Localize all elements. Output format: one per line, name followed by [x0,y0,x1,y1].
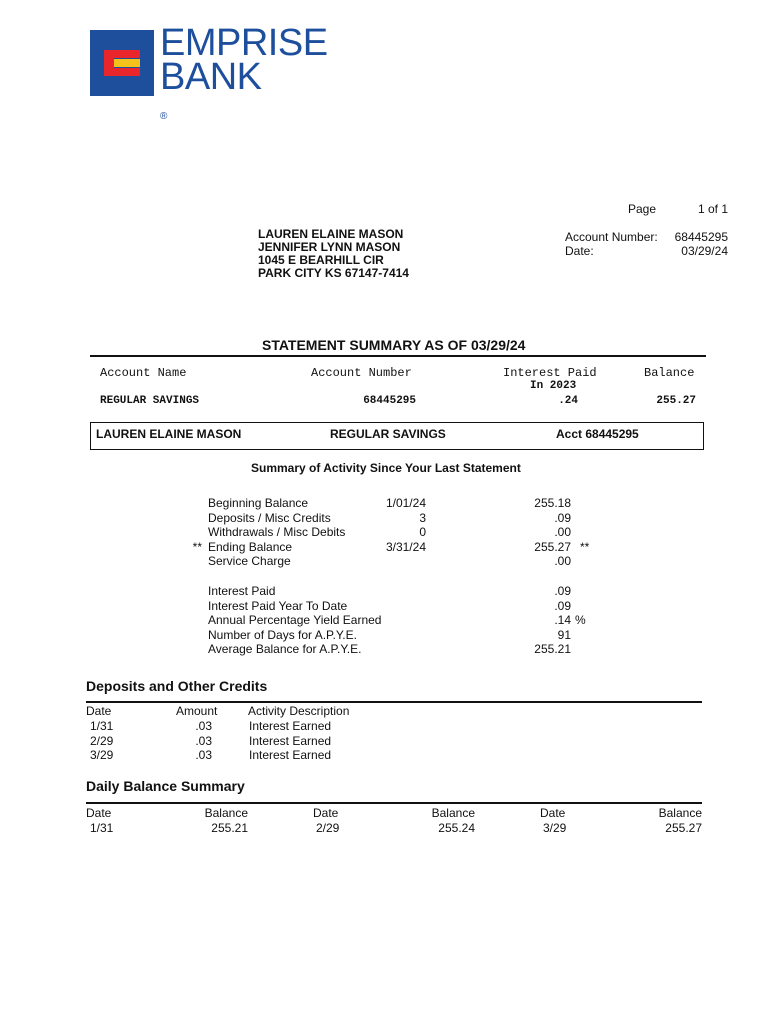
activity-row [0,496,768,511]
deposit-date: 3/29 [90,748,114,762]
activity-label: Service Charge [208,554,291,568]
daily-entry-date: 3/29 [543,821,567,835]
interest-amount: .09 [554,598,571,613]
account-box-type: REGULAR SAVINGS [330,427,446,441]
header-interest-year: In 2023 [530,380,577,392]
activity-row [0,525,768,540]
deposit-date: 1/31 [90,719,114,733]
deposits-header-date: Date [86,704,112,718]
activity-label: Withdrawals / Misc Debits [208,525,346,539]
summary-divider [90,355,706,357]
activity-row [0,554,768,569]
table-row [0,719,768,734]
account-box-name: LAUREN ELAINE MASON [96,427,242,441]
logo-registered-mark: ® [160,111,167,122]
deposit-description: Interest Earned [249,733,332,748]
deposit-amount: .03 [195,719,212,733]
mailing-address [258,228,409,280]
table-row [0,748,768,763]
daily-entry-date: 2/29 [316,821,340,835]
daily-header-balance: Balance [431,806,475,820]
interest-label: Number of Days for A.P.Y.E. [208,627,357,642]
activity-row [0,540,768,555]
interest-amount: 255.21 [534,642,571,656]
activity-row [0,511,768,526]
daily-header-date: Date [540,806,566,820]
account-number-label: Account Number: [565,230,658,244]
deposits-table [0,719,768,763]
activity-mid: 3/31/24 [385,539,426,554]
activity-label: Deposits / Misc Credits [208,510,331,525]
interest-row [0,613,768,628]
summary-balance: 255.27 [656,395,696,407]
interest-row [0,642,768,657]
deposit-amount: .03 [195,733,212,748]
daily-entry-balance: 255.21 [211,821,248,835]
address-line: LAUREN ELAINE MASON [258,227,404,241]
deposits-header-description: Activity Description [248,704,350,718]
header-balance: Balance [644,366,695,380]
daily-balance-divider [86,802,702,804]
deposit-description: Interest Earned [249,719,332,733]
activity-amount: .09 [554,510,571,525]
header-account-number: Account Number [311,366,412,380]
activity-amount: .00 [554,554,571,568]
statement-date-label: Date: [565,244,594,258]
activity-label: Ending Balance [208,539,293,554]
deposit-amount: .03 [195,748,212,762]
page-label: Page [628,202,657,216]
interest-amount: .14 [554,613,571,627]
activity-mark: ** [192,539,202,554]
interest-row [0,584,768,599]
interest-label: Interest Paid Year To Date [208,598,348,613]
activity-title: Summary of Activity Since Your Last Statement [251,461,521,475]
activity-amount: 255.27 [534,539,571,554]
daily-entry-balance: 255.27 [665,821,702,835]
daily-header-date: Date [86,806,112,820]
header-interest-paid: Interest Paid [503,366,597,380]
activity-label: Beginning Balance [208,496,309,510]
interest-row [0,628,768,643]
activity-amount: 255.18 [534,496,571,510]
deposits-title: Deposits and Other Credits [86,678,268,694]
activity-mid: 3 [419,510,426,525]
logo-line-1: EMPRISE [160,22,328,64]
activity-summary [0,496,768,569]
address-line: PARK CITY KS 67147-7414 [258,266,409,280]
interest-amount: 91 [557,627,571,642]
interest-label: Annual Percentage Yield Earned [208,613,382,627]
interest-label: Interest Paid [208,584,276,598]
daily-balance-title: Daily Balance Summary [86,778,245,794]
statement-date-value: 03/29/24 [681,244,728,258]
account-box-acct: Acct 68445295 [556,427,639,441]
bank-logo-wordmark [160,22,328,128]
deposits-header-amount: Amount [176,704,218,718]
emprise-bank-logo [90,22,328,122]
deposit-description: Interest Earned [249,748,332,762]
account-number-value: 68445295 [674,230,728,244]
table-row [0,734,768,749]
logo-line-2: BANK [160,56,262,98]
activity-mid: 0 [419,525,426,539]
interest-row [0,599,768,614]
daily-header-balance: Balance [658,806,702,820]
activity-after: ** [580,539,590,554]
interest-amount: .09 [554,584,571,598]
daily-header-date: Date [313,806,339,820]
address-line: JENNIFER LYNN MASON [258,240,401,254]
statement-summary-title: STATEMENT SUMMARY AS OF 03/29/24 [262,337,526,353]
page-value: 1 of 1 [697,202,728,216]
summary-interest-paid: .24 [558,395,578,407]
deposit-date: 2/29 [90,733,114,748]
address-line: 1045 E BEARHILL CIR [258,253,384,267]
interest-label: Average Balance for A.P.Y.E. [208,642,362,656]
daily-entry-date: 1/31 [90,821,114,835]
bank-logo-mark [90,30,154,96]
daily-entry-balance: 255.24 [438,821,475,835]
summary-account-number: 68445295 [363,395,416,407]
interest-summary [0,584,768,657]
header-account-name: Account Name [100,366,187,380]
activity-mid: 1/01/24 [385,496,426,510]
interest-after: % [575,613,586,627]
deposits-divider [86,701,702,703]
summary-account-name: REGULAR SAVINGS [100,395,200,407]
daily-header-balance: Balance [204,806,248,820]
activity-amount: .00 [554,525,571,539]
